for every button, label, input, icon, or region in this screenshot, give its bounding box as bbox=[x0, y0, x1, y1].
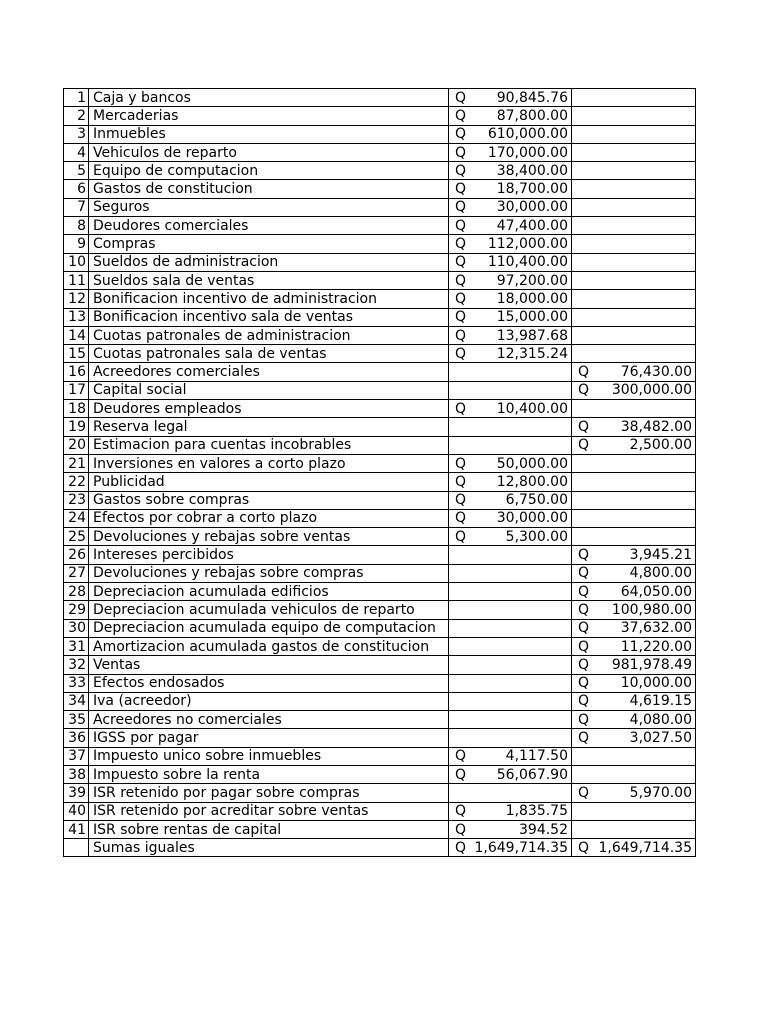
debit-amount: 38,400.00 bbox=[496, 162, 568, 179]
row-number: 16 bbox=[64, 363, 89, 381]
currency-symbol: Q bbox=[455, 510, 467, 527]
account-name: Publicidad bbox=[89, 473, 449, 491]
row-number: 37 bbox=[64, 747, 89, 765]
ledger-row bbox=[64, 125, 696, 143]
currency-symbol: Q bbox=[455, 126, 467, 143]
debit-cell bbox=[449, 217, 572, 235]
debit-cell bbox=[449, 802, 572, 820]
trial-balance-body bbox=[64, 89, 696, 839]
credit-cell bbox=[572, 491, 696, 509]
currency-symbol: Q bbox=[455, 473, 467, 490]
currency-symbol: Q bbox=[578, 711, 590, 728]
credit-cell bbox=[572, 400, 696, 418]
ledger-row bbox=[64, 674, 696, 692]
debit-cell bbox=[449, 564, 572, 582]
currency-symbol: Q bbox=[455, 492, 467, 509]
currency-symbol: Q bbox=[455, 107, 467, 124]
currency-symbol: Q bbox=[455, 162, 467, 179]
row-number: 21 bbox=[64, 454, 89, 472]
ledger-row bbox=[64, 400, 696, 418]
account-name: Deudores comerciales bbox=[89, 217, 449, 235]
account-name: Devoluciones y rebajas sobre compras bbox=[89, 564, 449, 582]
debit-cell bbox=[449, 180, 572, 198]
currency-symbol: Q bbox=[455, 345, 467, 362]
row-number: 15 bbox=[64, 345, 89, 363]
debit-cell bbox=[449, 674, 572, 692]
debit-amount: 50,000.00 bbox=[496, 455, 568, 472]
debit-cell bbox=[449, 326, 572, 344]
currency-symbol: Q bbox=[455, 400, 467, 417]
totals-debit-amount: 1,649,714.35 bbox=[474, 839, 568, 856]
debit-amount: 6,750.00 bbox=[505, 492, 568, 509]
totals-credit-currency: Q bbox=[578, 839, 590, 856]
row-number: 36 bbox=[64, 729, 89, 747]
currency-symbol: Q bbox=[578, 620, 590, 637]
credit-cell bbox=[572, 89, 696, 107]
row-number: 41 bbox=[64, 820, 89, 838]
debit-cell bbox=[449, 491, 572, 509]
credit-cell bbox=[572, 674, 696, 692]
account-name: Inmuebles bbox=[89, 125, 449, 143]
ledger-row bbox=[64, 217, 696, 235]
debit-cell bbox=[449, 729, 572, 747]
currency-symbol: Q bbox=[455, 748, 467, 765]
debit-cell bbox=[449, 546, 572, 564]
ledger-row bbox=[64, 345, 696, 363]
credit-cell bbox=[572, 637, 696, 655]
debit-amount: 10,400.00 bbox=[496, 400, 568, 417]
debit-cell bbox=[449, 820, 572, 838]
account-name: Ventas bbox=[89, 656, 449, 674]
credit-amount: 981,978.49 bbox=[611, 656, 692, 673]
debit-cell bbox=[449, 345, 572, 363]
currency-symbol: Q bbox=[455, 821, 467, 838]
credit-amount: 38,482.00 bbox=[620, 418, 692, 435]
ledger-row bbox=[64, 308, 696, 326]
credit-amount: 76,430.00 bbox=[620, 364, 692, 381]
debit-amount: 4,117.50 bbox=[505, 748, 568, 765]
debit-cell bbox=[449, 747, 572, 765]
credit-amount: 4,619.15 bbox=[629, 693, 692, 710]
account-name: Capital social bbox=[89, 381, 449, 399]
account-name: Vehiculos de reparto bbox=[89, 143, 449, 161]
debit-cell bbox=[449, 400, 572, 418]
account-name: ISR retenido por pagar sobre compras bbox=[89, 784, 449, 802]
ledger-row bbox=[64, 107, 696, 125]
debit-amount: 12,800.00 bbox=[496, 473, 568, 490]
currency-symbol: Q bbox=[455, 89, 467, 106]
debit-amount: 30,000.00 bbox=[496, 510, 568, 527]
debit-cell bbox=[449, 107, 572, 125]
credit-amount: 4,800.00 bbox=[629, 565, 692, 582]
currency-symbol: Q bbox=[455, 236, 467, 253]
debit-amount: 12,315.24 bbox=[496, 345, 568, 362]
debit-cell bbox=[449, 583, 572, 601]
debit-amount: 18,700.00 bbox=[496, 181, 568, 198]
credit-amount: 3,945.21 bbox=[629, 547, 692, 564]
debit-cell bbox=[449, 619, 572, 637]
row-number: 1 bbox=[64, 89, 89, 107]
currency-symbol: Q bbox=[578, 784, 590, 801]
debit-cell bbox=[449, 418, 572, 436]
credit-cell bbox=[572, 601, 696, 619]
currency-symbol: Q bbox=[578, 382, 590, 399]
credit-cell bbox=[572, 125, 696, 143]
credit-amount: 64,050.00 bbox=[620, 583, 692, 600]
ledger-row bbox=[64, 381, 696, 399]
ledger-row bbox=[64, 509, 696, 527]
debit-amount: 110,400.00 bbox=[487, 254, 568, 271]
account-name: Gastos de constitucion bbox=[89, 180, 449, 198]
currency-symbol: Q bbox=[578, 364, 590, 381]
credit-cell bbox=[572, 711, 696, 729]
row-number: 19 bbox=[64, 418, 89, 436]
credit-cell bbox=[572, 747, 696, 765]
currency-symbol: Q bbox=[578, 437, 590, 454]
credit-cell bbox=[572, 253, 696, 271]
debit-cell bbox=[449, 454, 572, 472]
ledger-row bbox=[64, 253, 696, 271]
account-name: Estimacion para cuentas incobrables bbox=[89, 436, 449, 454]
debit-cell bbox=[449, 436, 572, 454]
credit-cell bbox=[572, 784, 696, 802]
currency-symbol: Q bbox=[578, 675, 590, 692]
account-name: Reserva legal bbox=[89, 418, 449, 436]
credit-amount: 300,000.00 bbox=[611, 382, 692, 399]
credit-cell bbox=[572, 271, 696, 289]
credit-amount: 4,080.00 bbox=[629, 711, 692, 728]
totals-row bbox=[64, 839, 696, 857]
currency-symbol: Q bbox=[455, 455, 467, 472]
row-number: 33 bbox=[64, 674, 89, 692]
currency-symbol: Q bbox=[578, 693, 590, 710]
row-number: 4 bbox=[64, 143, 89, 161]
row-number: 39 bbox=[64, 784, 89, 802]
currency-symbol: Q bbox=[455, 766, 467, 783]
row-number: 35 bbox=[64, 711, 89, 729]
debit-amount: 1,835.75 bbox=[505, 803, 568, 820]
row-number: 29 bbox=[64, 601, 89, 619]
account-name: Bonificacion incentivo sala de ventas bbox=[89, 308, 449, 326]
credit-amount: 2,500.00 bbox=[629, 437, 692, 454]
account-name: Deudores empleados bbox=[89, 400, 449, 418]
row-number: 3 bbox=[64, 125, 89, 143]
debit-cell bbox=[449, 473, 572, 491]
debit-amount: 15,000.00 bbox=[496, 309, 568, 326]
totals-debit-currency: Q bbox=[455, 839, 467, 856]
ledger-row bbox=[64, 418, 696, 436]
currency-symbol: Q bbox=[578, 656, 590, 673]
credit-cell bbox=[572, 217, 696, 235]
credit-amount: 5,970.00 bbox=[629, 784, 692, 801]
row-number: 12 bbox=[64, 290, 89, 308]
ledger-row bbox=[64, 656, 696, 674]
row-number: 32 bbox=[64, 656, 89, 674]
row-number: 25 bbox=[64, 528, 89, 546]
currency-symbol: Q bbox=[455, 181, 467, 198]
credit-cell bbox=[572, 162, 696, 180]
account-name: Mercaderias bbox=[89, 107, 449, 125]
row-number: 14 bbox=[64, 326, 89, 344]
ledger-row bbox=[64, 619, 696, 637]
credit-cell bbox=[572, 528, 696, 546]
debit-cell bbox=[449, 711, 572, 729]
debit-amount: 13,987.68 bbox=[496, 327, 568, 344]
credit-cell bbox=[572, 326, 696, 344]
totals-credit-cell bbox=[572, 839, 696, 857]
row-number: 27 bbox=[64, 564, 89, 582]
row-number: 34 bbox=[64, 692, 89, 710]
row-number: 24 bbox=[64, 509, 89, 527]
row-number: 30 bbox=[64, 619, 89, 637]
ledger-row bbox=[64, 290, 696, 308]
debit-cell bbox=[449, 198, 572, 216]
debit-cell bbox=[449, 692, 572, 710]
currency-symbol: Q bbox=[578, 730, 590, 747]
row-number: 17 bbox=[64, 381, 89, 399]
debit-amount: 18,000.00 bbox=[496, 290, 568, 307]
debit-amount: 394.52 bbox=[519, 821, 568, 838]
row-number: 10 bbox=[64, 253, 89, 271]
credit-cell bbox=[572, 436, 696, 454]
ledger-row bbox=[64, 271, 696, 289]
debit-amount: 112,000.00 bbox=[487, 236, 568, 253]
credit-cell bbox=[572, 345, 696, 363]
account-name: Impuesto unico sobre inmuebles bbox=[89, 747, 449, 765]
ledger-row bbox=[64, 637, 696, 655]
account-name: Sueldos de administracion bbox=[89, 253, 449, 271]
currency-symbol: Q bbox=[455, 217, 467, 234]
currency-symbol: Q bbox=[578, 583, 590, 600]
row-number: 6 bbox=[64, 180, 89, 198]
credit-cell bbox=[572, 546, 696, 564]
debit-cell bbox=[449, 528, 572, 546]
ledger-row bbox=[64, 820, 696, 838]
credit-cell bbox=[572, 564, 696, 582]
currency-symbol: Q bbox=[578, 565, 590, 582]
ledger-row bbox=[64, 454, 696, 472]
credit-cell bbox=[572, 619, 696, 637]
row-number: 20 bbox=[64, 436, 89, 454]
account-name: IGSS por pagar bbox=[89, 729, 449, 747]
row-number: 8 bbox=[64, 217, 89, 235]
account-name: Cuotas patronales de administracion bbox=[89, 326, 449, 344]
debit-cell bbox=[449, 601, 572, 619]
ledger-row bbox=[64, 162, 696, 180]
debit-amount: 47,400.00 bbox=[496, 217, 568, 234]
account-name: Compras bbox=[89, 235, 449, 253]
currency-symbol: Q bbox=[578, 601, 590, 618]
totals-debit-cell bbox=[449, 839, 572, 857]
currency-symbol: Q bbox=[455, 309, 467, 326]
currency-symbol: Q bbox=[578, 547, 590, 564]
account-name: Inversiones en valores a corto plazo bbox=[89, 454, 449, 472]
credit-amount: 11,220.00 bbox=[620, 638, 692, 655]
account-name: Equipo de computacion bbox=[89, 162, 449, 180]
debit-cell bbox=[449, 656, 572, 674]
row-number: 26 bbox=[64, 546, 89, 564]
ledger-row bbox=[64, 198, 696, 216]
debit-cell bbox=[449, 89, 572, 107]
credit-cell bbox=[572, 308, 696, 326]
account-name: Depreciacion acumulada edificios bbox=[89, 583, 449, 601]
row-number: 11 bbox=[64, 271, 89, 289]
account-name: ISR sobre rentas de capital bbox=[89, 820, 449, 838]
credit-amount: 3,027.50 bbox=[629, 730, 692, 747]
currency-symbol: Q bbox=[455, 290, 467, 307]
currency-symbol: Q bbox=[455, 199, 467, 216]
credit-cell bbox=[572, 692, 696, 710]
ledger-row bbox=[64, 546, 696, 564]
credit-cell bbox=[572, 656, 696, 674]
row-number: 23 bbox=[64, 491, 89, 509]
account-name: Efectos por cobrar a corto plazo bbox=[89, 509, 449, 527]
row-number: 9 bbox=[64, 235, 89, 253]
totals-credit-amount: 1,649,714.35 bbox=[598, 839, 692, 856]
debit-cell bbox=[449, 637, 572, 655]
credit-cell bbox=[572, 198, 696, 216]
debit-amount: 56,067.90 bbox=[496, 766, 568, 783]
account-name: Cuotas patronales sala de ventas bbox=[89, 345, 449, 363]
account-name: Acreedores comerciales bbox=[89, 363, 449, 381]
credit-cell bbox=[572, 583, 696, 601]
credit-cell bbox=[572, 290, 696, 308]
credit-cell bbox=[572, 107, 696, 125]
currency-symbol: Q bbox=[455, 272, 467, 289]
account-name: Caja y bancos bbox=[89, 89, 449, 107]
ledger-row bbox=[64, 143, 696, 161]
credit-cell bbox=[572, 820, 696, 838]
ledger-row bbox=[64, 235, 696, 253]
credit-cell bbox=[572, 180, 696, 198]
account-name: Bonificacion incentivo de administracion bbox=[89, 290, 449, 308]
ledger-row bbox=[64, 601, 696, 619]
ledger-row bbox=[64, 765, 696, 783]
row-number: 31 bbox=[64, 637, 89, 655]
credit-cell bbox=[572, 765, 696, 783]
debit-cell bbox=[449, 271, 572, 289]
ledger-row bbox=[64, 180, 696, 198]
ledger-row bbox=[64, 747, 696, 765]
ledger-row bbox=[64, 363, 696, 381]
debit-cell bbox=[449, 162, 572, 180]
debit-amount: 5,300.00 bbox=[505, 528, 568, 545]
ledger-row bbox=[64, 436, 696, 454]
account-name: Intereses percibidos bbox=[89, 546, 449, 564]
credit-cell bbox=[572, 802, 696, 820]
credit-cell bbox=[572, 235, 696, 253]
debit-amount: 87,800.00 bbox=[496, 107, 568, 124]
ledger-row bbox=[64, 473, 696, 491]
row-number: 22 bbox=[64, 473, 89, 491]
account-name: Sueldos sala de ventas bbox=[89, 271, 449, 289]
credit-cell bbox=[572, 418, 696, 436]
currency-symbol: Q bbox=[455, 144, 467, 161]
account-name: Devoluciones y rebajas sobre ventas bbox=[89, 528, 449, 546]
account-name: Acreedores no comerciales bbox=[89, 711, 449, 729]
ledger-row bbox=[64, 89, 696, 107]
debit-amount: 97,200.00 bbox=[496, 272, 568, 289]
debit-cell bbox=[449, 784, 572, 802]
credit-cell bbox=[572, 143, 696, 161]
ledger-row bbox=[64, 326, 696, 344]
debit-cell bbox=[449, 381, 572, 399]
debit-cell bbox=[449, 308, 572, 326]
credit-cell bbox=[572, 473, 696, 491]
currency-symbol: Q bbox=[578, 638, 590, 655]
credit-cell bbox=[572, 509, 696, 527]
credit-amount: 100,980.00 bbox=[611, 601, 692, 618]
account-name: Impuesto sobre la renta bbox=[89, 765, 449, 783]
row-number: 38 bbox=[64, 765, 89, 783]
totals-blank-cell bbox=[64, 839, 89, 857]
ledger-row bbox=[64, 583, 696, 601]
debit-amount: 90,845.76 bbox=[496, 89, 568, 106]
account-name: Depreciacion acumulada equipo de computacion bbox=[89, 619, 449, 637]
ledger-row bbox=[64, 564, 696, 582]
credit-amount: 37,632.00 bbox=[620, 620, 692, 637]
debit-cell bbox=[449, 363, 572, 381]
debit-cell bbox=[449, 290, 572, 308]
row-number: 18 bbox=[64, 400, 89, 418]
ledger-row bbox=[64, 528, 696, 546]
account-name: Efectos endosados bbox=[89, 674, 449, 692]
row-number: 5 bbox=[64, 162, 89, 180]
debit-amount: 610,000.00 bbox=[487, 126, 568, 143]
ledger-row bbox=[64, 784, 696, 802]
debit-cell bbox=[449, 253, 572, 271]
credit-cell bbox=[572, 454, 696, 472]
debit-cell bbox=[449, 509, 572, 527]
row-number: 2 bbox=[64, 107, 89, 125]
debit-amount: 170,000.00 bbox=[487, 144, 568, 161]
ledger-row bbox=[64, 729, 696, 747]
row-number: 13 bbox=[64, 308, 89, 326]
totals-label: Sumas iguales bbox=[89, 839, 449, 857]
row-number: 28 bbox=[64, 583, 89, 601]
credit-cell bbox=[572, 363, 696, 381]
trial-balance-table bbox=[63, 88, 696, 857]
account-name: Depreciacion acumulada vehiculos de reparto bbox=[89, 601, 449, 619]
currency-symbol: Q bbox=[455, 327, 467, 344]
ledger-row bbox=[64, 802, 696, 820]
debit-amount: 30,000.00 bbox=[496, 199, 568, 216]
credit-cell bbox=[572, 381, 696, 399]
account-name: ISR retenido por acreditar sobre ventas bbox=[89, 802, 449, 820]
credit-amount: 10,000.00 bbox=[620, 675, 692, 692]
currency-symbol: Q bbox=[455, 528, 467, 545]
debit-cell bbox=[449, 143, 572, 161]
row-number: 40 bbox=[64, 802, 89, 820]
debit-cell bbox=[449, 235, 572, 253]
ledger-row bbox=[64, 692, 696, 710]
account-name: Iva (acreedor) bbox=[89, 692, 449, 710]
row-number: 7 bbox=[64, 198, 89, 216]
debit-cell bbox=[449, 765, 572, 783]
currency-symbol: Q bbox=[455, 803, 467, 820]
currency-symbol: Q bbox=[455, 254, 467, 271]
account-name: Seguros bbox=[89, 198, 449, 216]
account-name: Amortizacion acumulada gastos de constitucion bbox=[89, 637, 449, 655]
ledger-row bbox=[64, 711, 696, 729]
debit-cell bbox=[449, 125, 572, 143]
ledger-row bbox=[64, 491, 696, 509]
account-name: Gastos sobre compras bbox=[89, 491, 449, 509]
currency-symbol: Q bbox=[578, 418, 590, 435]
credit-cell bbox=[572, 729, 696, 747]
